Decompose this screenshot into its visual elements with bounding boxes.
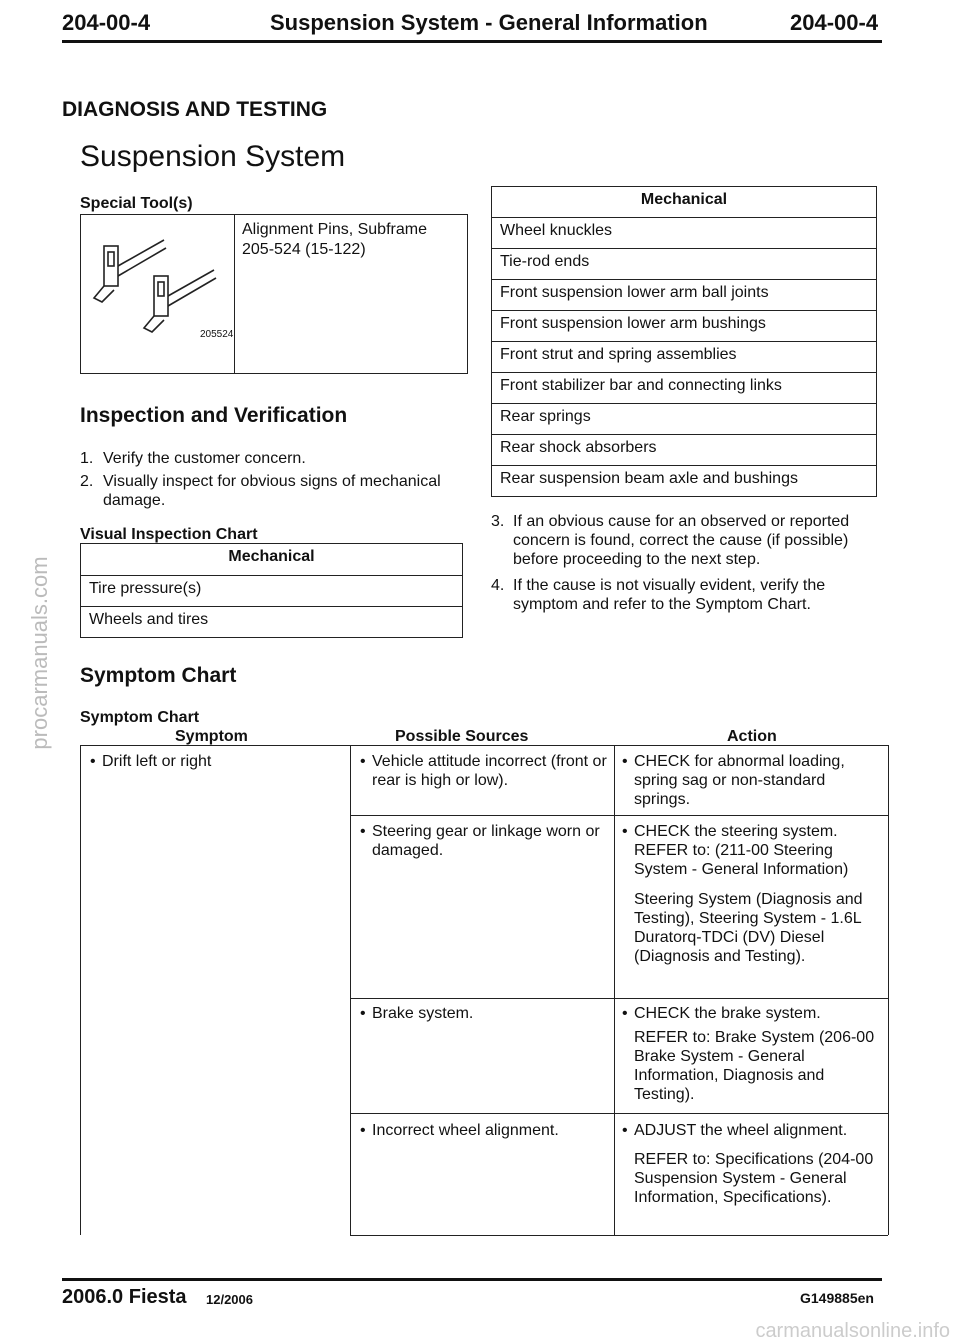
right-table-row: Rear suspension beam axle and bushings <box>491 465 877 497</box>
inspection-heading: Inspection and Verification <box>80 404 348 427</box>
step-3-num: 3. <box>491 513 505 530</box>
footer-code: G149885en <box>800 1290 874 1306</box>
main-title: Suspension System <box>80 140 346 173</box>
source-vehicle-attitude: • Vehicle attitude incorrect (front or rear is high or low). <box>372 752 610 790</box>
right-table-header: Mechanical <box>491 186 877 218</box>
step-1-text: Verify the customer concern. <box>103 450 306 467</box>
right-table-row: Front suspension lower arm bushings <box>491 310 877 342</box>
action-check-brake: • CHECK the brake system. <box>634 1004 880 1023</box>
step-2-text: Visually inspect for obvious signs of mechanical damage. <box>103 473 441 509</box>
right-table-row: Front strut and spring assemblies <box>491 341 877 373</box>
right-table-row: Rear shock absorbers <box>491 434 877 466</box>
symptom-subheading: Symptom Chart <box>80 709 200 726</box>
page-number-right: 204-00-4 <box>790 10 879 35</box>
step-1-num: 1. <box>80 450 94 467</box>
tool-number: 205-524 (15-122) <box>242 241 366 258</box>
symptom-col-divider-1 <box>350 745 351 1235</box>
step-4-text: If the cause is not visually evident, verify the symptom and refer to the Symptom Chart. <box>513 577 826 613</box>
left-table-header: Mechanical <box>80 543 463 576</box>
symptom-table-left <box>80 745 81 1235</box>
side-watermark: procarmanuals.com <box>27 556 52 750</box>
page-header-title: Suspension System - General Information <box>270 10 708 35</box>
bottom-watermark: carmanualsonline.info <box>755 1320 950 1342</box>
left-table-row: Wheels and tires <box>80 606 463 638</box>
refer-brake: REFER to: Brake System (206-00 Brake System - General Information, Diagnosis and Testing). <box>634 1029 875 1103</box>
source-brake: • Brake system. <box>372 1004 610 1023</box>
section-heading: DIAGNOSIS AND TESTING <box>62 98 328 121</box>
alignment-pins-illustration <box>84 226 234 346</box>
refer-steering: Steering System (Diagnosis and Testing), Steering System - 1.6L Duratorq-TDCi (DV) Diesel (Diagnosis and Testing). <box>634 891 863 965</box>
tool-image-label: 205524 <box>200 329 234 340</box>
right-table-row: Tie-rod ends <box>491 248 877 280</box>
footer-model: 2006.0 Fiesta <box>62 1286 187 1308</box>
row-divider <box>350 1235 888 1236</box>
symptom-col-divider-2 <box>614 745 615 1235</box>
tools-col-divider <box>234 214 235 374</box>
col-action-header: Action <box>727 728 777 745</box>
right-table-row: Front stabilizer bar and connecting links <box>491 372 877 404</box>
left-table-row: Tire pressure(s) <box>80 575 463 607</box>
footer-date: 12/2006 <box>206 1292 253 1307</box>
symptom-drift: • Drift left or right <box>102 752 211 771</box>
action-adjust-alignment: • ADJUST the wheel alignment. <box>634 1121 884 1140</box>
col-sources-header: Possible Sources <box>395 728 529 745</box>
symptom-table-right <box>888 745 889 1235</box>
row-divider <box>350 1113 888 1114</box>
action-check-loading: • CHECK for abnormal loading, spring sag or non-standard springs. <box>634 752 880 809</box>
col-symptom-header: Symptom <box>175 728 248 745</box>
page-number-left: 204-00-4 <box>62 10 151 35</box>
row-divider <box>350 815 888 816</box>
refer-alignment: REFER to: Specifications (204-00 Suspension System - General Information, Specifications). <box>634 1151 874 1206</box>
visual-chart-heading: Visual Inspection Chart <box>80 526 258 543</box>
header-rule <box>62 40 882 43</box>
step-3-text: If an obvious cause for an observed or reported concern is found, correct the cause (if possible) before proceeding to the next step. <box>513 513 850 568</box>
row-divider <box>350 998 888 999</box>
source-steering-gear: • Steering gear or linkage worn or damaged. <box>372 822 610 860</box>
symptom-table-top <box>80 745 888 746</box>
step-4-num: 4. <box>491 577 505 594</box>
symptom-heading: Symptom Chart <box>80 664 237 687</box>
footer-rule <box>62 1278 882 1281</box>
right-table-row: Front suspension lower arm ball joints <box>491 279 877 311</box>
action-check-steering: • CHECK the steering system. REFER to: (211-00 Steering System - General Information) <box>634 822 884 879</box>
special-tools-heading: Special Tool(s) <box>80 195 193 212</box>
step-2-num: 2. <box>80 473 94 490</box>
tool-name: Alignment Pins, Subframe <box>242 221 427 238</box>
source-wheel-alignment: • Incorrect wheel alignment. <box>372 1121 610 1140</box>
right-table-row: Wheel knuckles <box>491 217 877 249</box>
right-table-row: Rear springs <box>491 403 877 435</box>
